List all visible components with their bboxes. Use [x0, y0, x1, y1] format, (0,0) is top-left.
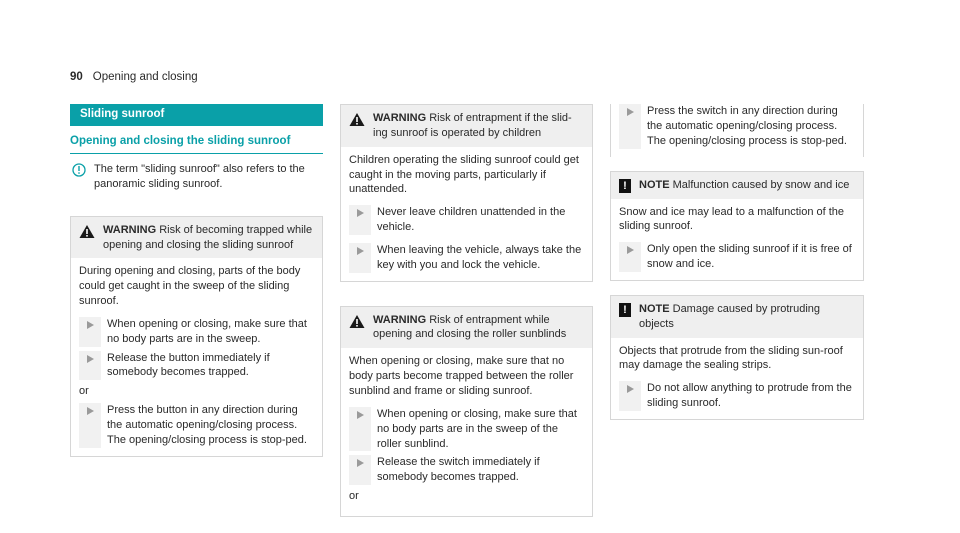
arrow-right-icon [357, 411, 364, 419]
arrow-right-icon [357, 209, 364, 217]
notice-body [611, 338, 863, 419]
step-item [349, 205, 584, 235]
warning-label: WARNING [373, 112, 427, 124]
note-text: The term "sliding sunroof" also refers to the panoramic sliding sunroof. [94, 163, 305, 190]
step-text: Press the switch in any direction during the automatic opening/closing process. The opening/closing process is stop-ped. [647, 105, 847, 147]
section-title: Sliding sunroof [70, 104, 323, 126]
warning-triangle-icon [79, 224, 95, 239]
notice-title: Malfunction caused by snow and ice [672, 178, 850, 191]
warning-label: WARNING [373, 313, 427, 326]
warning-label: WARNING [103, 223, 157, 236]
arrow-right-icon [627, 246, 634, 254]
warning-text: During opening and closing, parts of the body could get caught in the sweep of the sliding sunroof. [79, 265, 301, 308]
warning-title: Risk of entrapment if the slid-ing sunroof is operated by children [373, 112, 572, 139]
step-item [619, 381, 855, 411]
step-item [79, 403, 314, 448]
arrow-right-icon [627, 108, 634, 116]
warning-body [341, 147, 592, 281]
column-middle [340, 104, 593, 517]
warning-body [71, 258, 322, 455]
or-label: or [349, 490, 359, 503]
exclamation-icon: ! [619, 303, 631, 317]
warning-title: Risk of entrapment while opening and closing the roller sunblinds [373, 313, 567, 341]
step-text: Only open the sliding sunroof if it is free of snow and ice. [647, 243, 852, 271]
arrow-right-icon [357, 459, 364, 467]
step-text: When leaving the vehicle, always take the key with you and lock the vehicle. [377, 243, 582, 271]
step-item [619, 104, 855, 149]
warning-box-trapped [70, 216, 323, 457]
arrow-right-icon [627, 385, 634, 393]
warning-text: When opening or closing, make sure that no body parts become trapped between the roller sunblind and frame or sliding sunroof. [349, 355, 574, 397]
notice-header [611, 172, 863, 199]
notice-text: Snow and ice may lead to a malfunction of the sliding sunroof. [619, 205, 845, 233]
column-left [70, 104, 323, 457]
step-text: Do not allow anything to protrude from the sliding sunroof. [647, 382, 852, 410]
step-text: Never leave children unattended in the vehicle. [377, 206, 566, 234]
warning-text: Children operating the sliding sunroof could get caught in the moving parts, particularly if unattended. [349, 153, 579, 196]
step-item [79, 317, 314, 347]
step-text: Release the switch immediately if somebody becomes trapped. [377, 456, 540, 484]
step-item [349, 243, 584, 273]
info-note [70, 162, 323, 192]
or-label: or [79, 385, 89, 398]
step-item [79, 351, 314, 381]
notice-text: Objects that protrude from the sliding sun-roof may damage the sealing strips. [619, 344, 843, 372]
page-number: 90 [70, 71, 83, 83]
notice-title: Damage caused by protruding objects [639, 302, 820, 330]
chapter-title: Opening and closing [92, 71, 198, 83]
notice-header [611, 296, 863, 338]
warning-body [341, 348, 592, 516]
continued-box [610, 104, 864, 157]
warning-triangle-icon [349, 112, 365, 127]
arrow-right-icon [87, 407, 94, 415]
notice-box-snow [610, 171, 864, 281]
step-item [349, 455, 584, 485]
step-text: Release the button immediately if somebody becomes trapped. [107, 351, 270, 379]
column-right [610, 104, 864, 420]
warning-title: Risk of becoming trapped while opening and closing the sliding sunroof [103, 223, 313, 251]
notice-body [611, 199, 863, 280]
info-icon [72, 163, 86, 177]
step-item [349, 407, 584, 452]
arrow-right-icon [87, 355, 94, 363]
notice-box-protruding [610, 295, 864, 420]
page-header [70, 70, 198, 86]
warning-header [71, 217, 322, 259]
step-text: Press the button in any direction during the automatic opening/closing process. The opening/closing process is stop-ped. [107, 404, 307, 446]
step-text: When opening or closing, make sure that no body parts are in the sweep of the roller sunblind. [377, 407, 577, 450]
arrow-right-icon [357, 247, 364, 255]
exclamation-icon: ! [619, 179, 631, 193]
subsection-title: Opening and closing the sliding sunroof [70, 134, 323, 155]
warning-header [341, 307, 592, 349]
warning-box-sunblinds [340, 306, 593, 517]
notice-label: NOTE [639, 302, 670, 315]
notice-label: NOTE [639, 178, 670, 191]
warning-box-children [340, 104, 593, 282]
warning-triangle-icon [349, 314, 365, 329]
warning-header [341, 105, 592, 147]
arrow-right-icon [87, 321, 94, 329]
step-text: When opening or closing, make sure that no body parts are in the sweep. [107, 317, 307, 345]
step-item [619, 242, 855, 272]
